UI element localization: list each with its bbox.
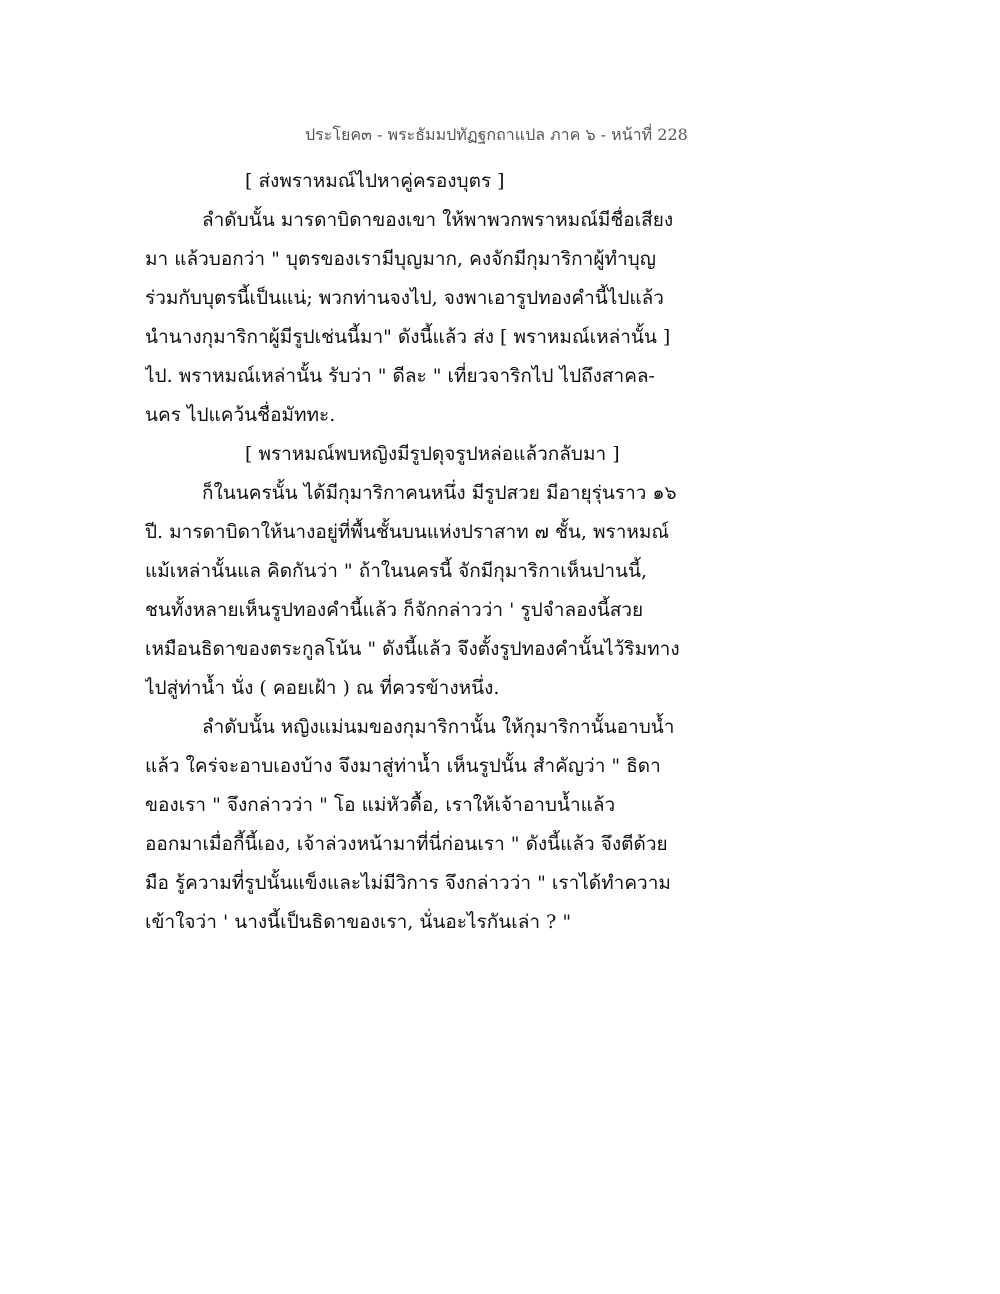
text-line: ร่วมกับบุตรนี้เป็นแน่; พวกท่านจงไป, จงพาเอารูปทองคำนี้ไปแล้ว xyxy=(145,287,664,309)
text-line: แม้เหล่านั้นแล คิดกันว่า " ถ้าในนครนี้ จักมีกุมาริกาเห็นปานนี้, xyxy=(145,560,648,582)
running-header: ประโยค๓ - พระธัมมปทัฏฐกถาแปล ภาค ๖ - หน้าที่ 228 xyxy=(305,125,688,144)
text-line: ไป. พราหมณ์เหล่านั้น รับว่า " ดีละ " เที่ยวจาริกไป ไปถึงสาคล- xyxy=(145,365,655,387)
text-line: ของเรา " จึงกล่าวว่า " โอ แม่หัวดื้อ, เราให้เจ้าอาบน้ำแล้ว xyxy=(145,794,616,816)
text-line: แล้ว ใคร่จะอาบเองบ้าง จึงมาสู่ท่าน้ำ เห็นรูปนั้น สำคัญว่า " ธิดา xyxy=(145,755,661,777)
text-line: ชนทั้งหลายเห็นรูปทองคำนี้แล้ว ก็จักกล่าวว่า ' รูปจำลองนี้สวย xyxy=(145,599,644,621)
paragraph xyxy=(145,474,700,708)
text-line: ก็ในนครนั้น ได้มีกุมาริกาคนหนึ่ง มีรูปสวย มีอายุรุ่นราว ๑๖ xyxy=(202,482,677,504)
paragraph xyxy=(145,201,700,435)
text-line: มือ รู้ความที่รูปนั้นแข็งและไม่มีวิการ จึงกล่าวว่า " เราได้ทำความ xyxy=(145,872,671,894)
text-line: ลำดับนั้น มารดาบิดาของเขา ให้พาพวกพราหมณ์มีชื่อเสียง xyxy=(202,209,674,231)
text-line: เข้าใจว่า ' นางนี้เป็นธิดาของเรา, นั่นอะไรกันเล่า ? " xyxy=(145,911,572,933)
text-line: เหมือนธิดาของตระกูลโน้น " ดังนี้แล้ว จึงตั้งรูปทองคำนั้นไว้ริมทาง xyxy=(145,638,680,660)
section-heading: [ ส่งพราหมณ์ไปหาคู่ครองบุตร ] xyxy=(245,170,505,192)
text-line: ไปสู่ท่าน้ำ นั่ง ( คอยเฝ้า ) ณ ที่ควรข้างหนึ่ง. xyxy=(145,677,500,699)
paragraph xyxy=(145,708,700,942)
text-line: นำนางกุมาริกาผู้มีรูปเช่นนี้มา" ดังนี้แล้ว ส่ง [ พราหมณ์เหล่านั้น ] xyxy=(145,326,671,348)
section-heading: [ พราหมณ์พบหญิงมีรูปดุจรูปหล่อแล้วกลับมา ] xyxy=(245,443,620,465)
text-line: ลำดับนั้น หญิงแม่นมของกุมาริกานั้น ให้กุมาริกานั้นอาบน้ำ xyxy=(202,716,675,738)
text-line: มา แล้วบอกว่า " บุตรของเรามีบุญมาก, คงจักมีกุมาริกาผู้ทำบุญ xyxy=(145,248,656,270)
text-line: ปี. มารดาบิดาให้นางอยู่ที่พื้นชั้นบนแห่งปราสาท ๗ ชั้น, พราหมณ์ xyxy=(145,521,670,543)
text-line: ออกมาเมื่อกี้นี้เอง, เจ้าล่วงหน้ามาที่นี่ก่อนเรา " ดังนี้แล้ว จึงตีด้วย xyxy=(145,833,668,855)
text-line: นคร ไปแคว้นชื่อมัททะ. xyxy=(145,404,336,426)
body-text xyxy=(145,162,700,942)
